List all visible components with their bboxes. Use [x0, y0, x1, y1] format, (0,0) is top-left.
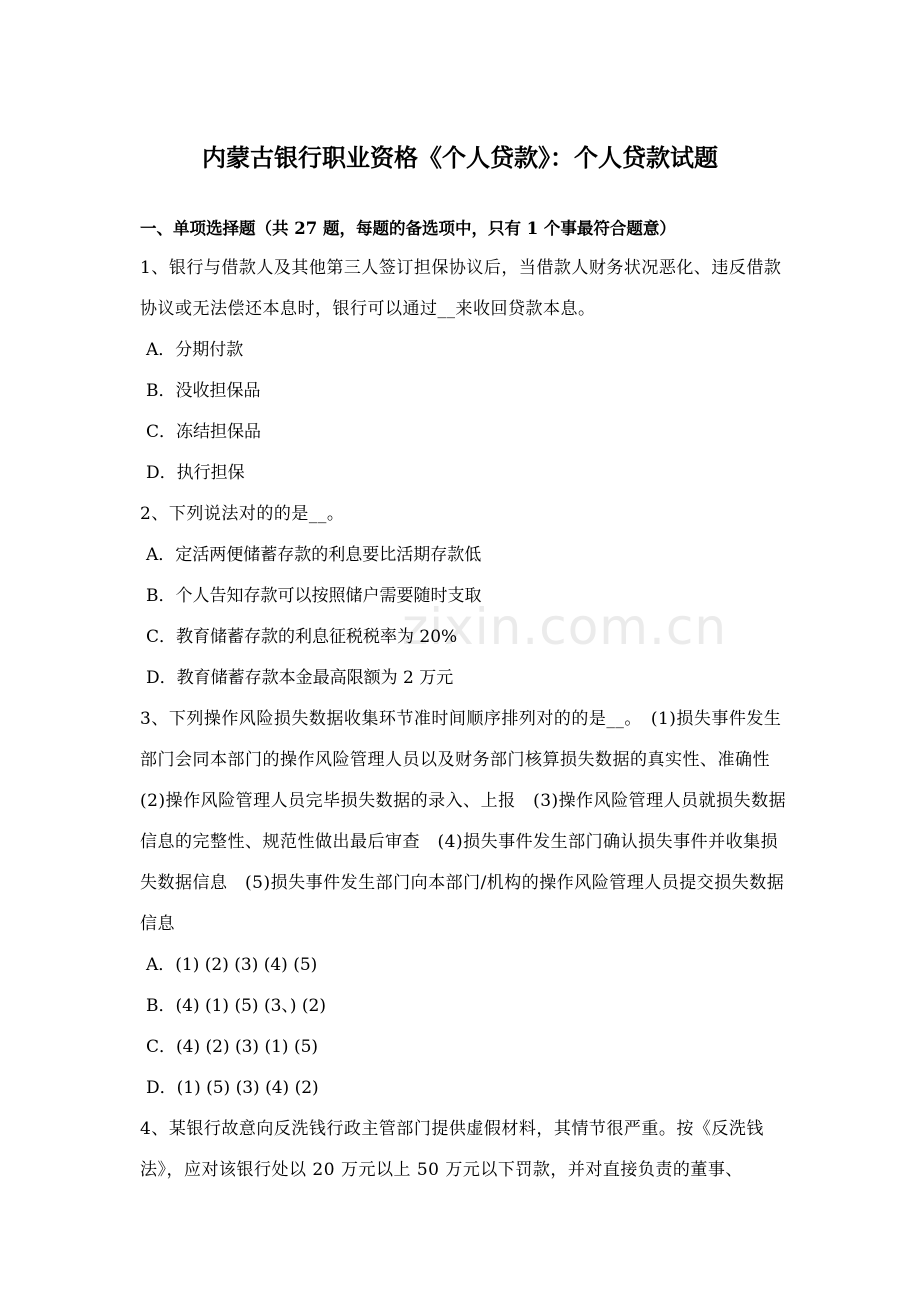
option-b: B．个人告知存款可以按照储户需要随时支取 — [146, 586, 482, 606]
option-c: C．冻结担保品 — [146, 422, 262, 442]
option-a: A．定活两便储蓄存款的利息要比活期存款低 — [146, 545, 482, 565]
question-text: 4、某银行故意向反洗钱行政主管部门提供虚假材料，其情节很严重。按《反洗钱法》，应对该银行处以 20 万元以上 50 万元以下罚款，并对直接负责的董事、 — [140, 1119, 764, 1180]
document-title: 内蒙古银行职业资格《个人贷款》：个人贷款试题 — [202, 143, 718, 172]
questions-list — [140, 248, 795, 1191]
question-block — [140, 699, 795, 1109]
question-block — [140, 1109, 795, 1191]
option-b: B．没收担保品 — [146, 381, 261, 401]
question-block — [140, 494, 795, 699]
option-d: D．(1) (5) (3) (4) (2) — [146, 1078, 319, 1098]
option-a: A．分期付款 — [146, 340, 244, 360]
option-d: D．执行担保 — [146, 463, 245, 483]
option-c: C．教育储蓄存款的利息征税税率为 20% — [146, 627, 458, 647]
option-c: C．(4) (2) (3) (1) (5) — [146, 1037, 319, 1057]
question-text: 1、银行与借款人及其他第三人签订担保协议后，当借款人财务状况恶化、违反借款协议或无法偿还本息时，银行可以通过__来收回贷款本息。 — [140, 258, 782, 319]
option-a: A．(1) (2) (3) (4) (5) — [146, 955, 318, 975]
section-heading: 一、单项选择题（共 27 题，每题的备选项中，只有 1 个事最符合题意） — [140, 219, 676, 238]
question-text: 2、下列说法对的的是__。 — [140, 504, 345, 524]
option-b: B．(4) (1) (5) (3、) (2) — [146, 996, 327, 1016]
watermark: zixin.com.cn — [402, 598, 728, 656]
question-block — [140, 248, 795, 494]
question-text: 3、下列操作风险损失数据收集环节准时间顺序排列对的的是__。 (1)损失事件发生部门会同本部门的操作风险管理人员以及财务部门核算损失数据的真实性、准确性 (2)操作风险管理人员完毕损失数据的录入、上报 (3)操作风险管理人员就损失数据信息的完整性、规范性做出最后审查 (4)损失事件发生部门确认损失事件并收集损失数据信息 (5)损失事件发生部门向本部门/机构的操作风险管理人员提交损失数据信息 — [140, 709, 788, 934]
option-d: D．教育储蓄存款本金最高限额为 2 万元 — [146, 668, 454, 688]
